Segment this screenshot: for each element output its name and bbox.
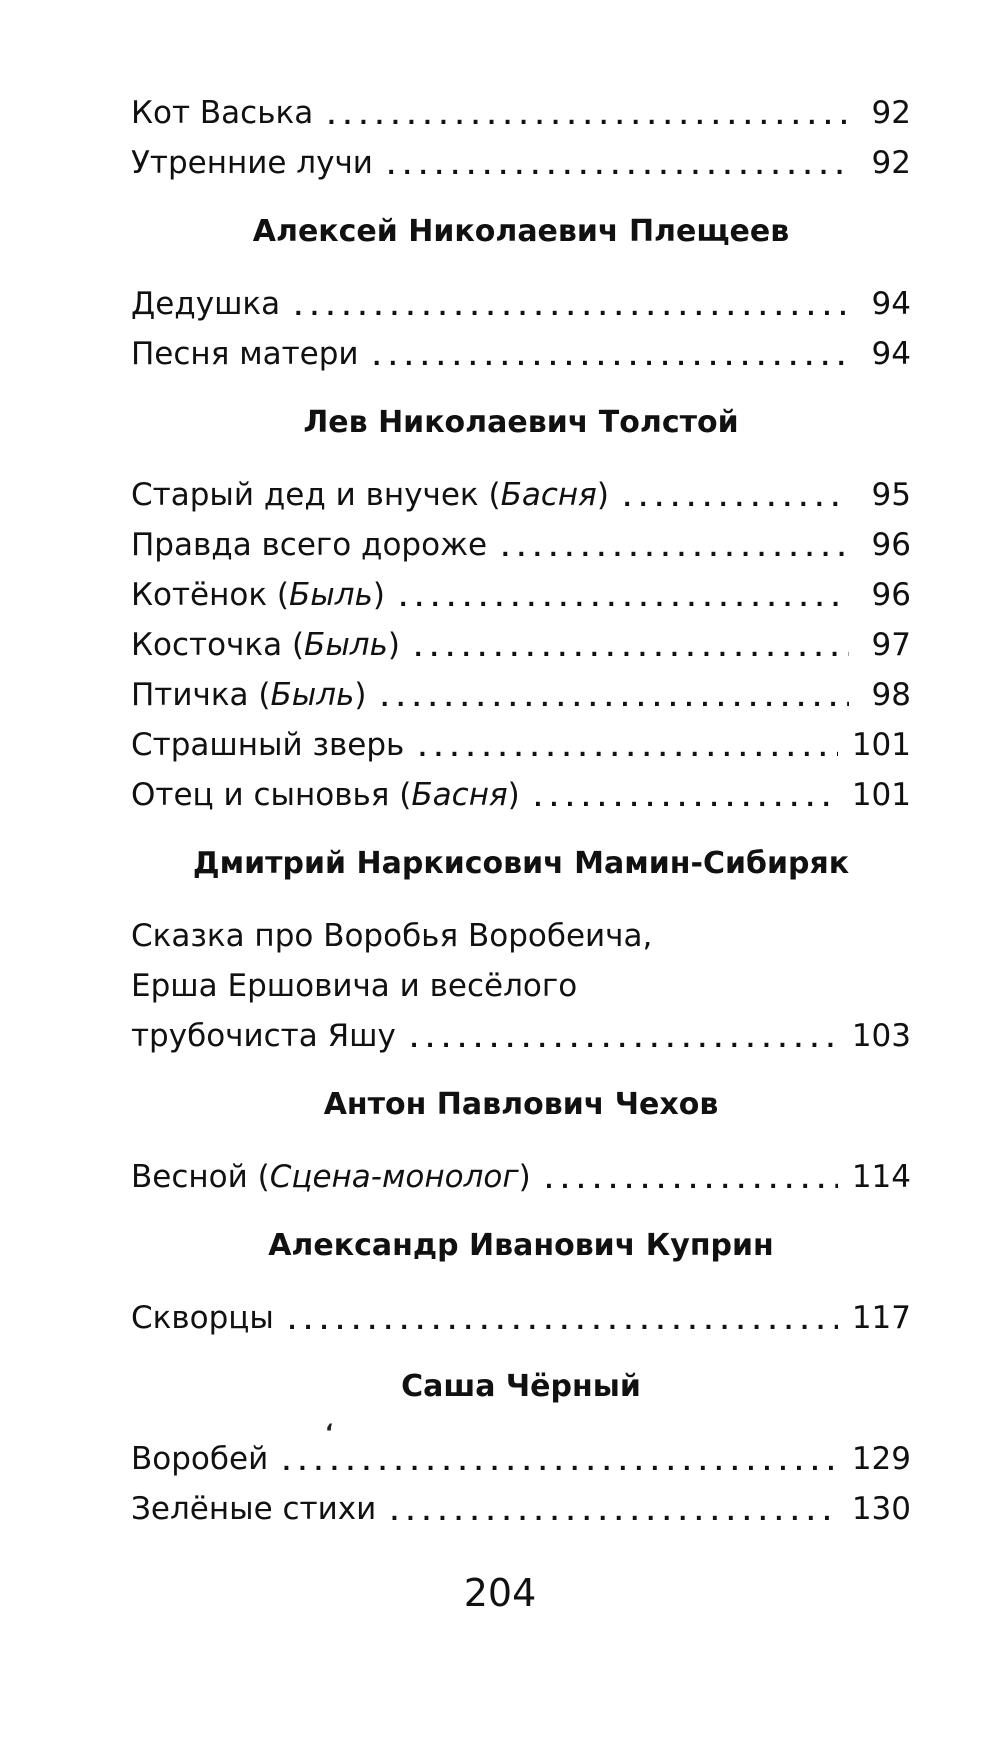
entry-page: 94 <box>871 286 911 322</box>
entry-page: 117 <box>851 1300 911 1336</box>
entry-page: 130 <box>851 1491 911 1527</box>
leader-dots <box>288 1303 838 1343</box>
author-heading: Александр Иванович Куприн <box>268 1228 774 1263</box>
author-heading: Дмитрий Наркисович Мамин-Сибиряк <box>192 846 850 881</box>
entry-page: 97 <box>871 627 911 663</box>
toc-entry <box>131 470 911 520</box>
leader-dots <box>294 289 849 329</box>
toc-entry <box>131 1152 911 1202</box>
leader-dots <box>545 1162 838 1202</box>
entry-title: Котёнок (Быль) <box>131 577 385 613</box>
leader-dots <box>534 780 838 820</box>
leader-dots <box>327 98 849 138</box>
leader-dots <box>410 1021 838 1061</box>
entry-genre: Басня <box>411 777 508 813</box>
entry-page: 94 <box>871 336 911 372</box>
leader-dots <box>623 480 849 520</box>
toc-entry <box>131 670 911 720</box>
entry-genre: Быль <box>289 577 373 613</box>
leader-dots <box>414 630 849 670</box>
entry-title: трубочиста Яшу <box>131 1018 396 1054</box>
entry-title: Отец и сыновья (Басня) <box>131 777 520 813</box>
leader-dots <box>501 530 849 570</box>
leader-dots <box>390 1494 838 1534</box>
entry-title: Старый дед и внучек (Басня) <box>131 477 609 513</box>
entry-title: Дедушка <box>131 286 281 322</box>
entry-genre: Сцена-монолог <box>269 1159 519 1195</box>
entry-page: 92 <box>871 95 911 131</box>
toc-entry <box>131 1484 911 1534</box>
entry-genre: Басня <box>500 477 597 513</box>
leader-dots <box>399 580 849 620</box>
entry-title: Птичка (Быль) <box>131 677 367 713</box>
entry-title: Воробей <box>131 1441 269 1477</box>
print-mark: ʻ <box>325 1421 334 1446</box>
toc-entry <box>131 1293 911 1343</box>
leader-dots <box>387 148 849 188</box>
entry-page: 92 <box>871 145 911 181</box>
entry-title: Страшный зверь <box>131 727 405 763</box>
author-heading: Саша Чёрный <box>401 1369 641 1404</box>
entry-genre: Быль <box>304 627 388 663</box>
toc-entry <box>131 138 911 188</box>
entry-page: 95 <box>871 477 911 513</box>
leader-dots <box>418 730 838 770</box>
entry-title: Зелёные стихи <box>131 1491 377 1527</box>
page-number: 204 <box>463 1571 537 1615</box>
toc-entry <box>131 770 911 820</box>
leader-dots <box>373 339 849 379</box>
entry-page: 114 <box>851 1159 911 1195</box>
toc-entry <box>131 520 911 570</box>
entry-page: 101 <box>851 727 911 763</box>
entry-page: 103 <box>851 1018 911 1054</box>
toc-entry <box>131 570 911 620</box>
entry-page: 96 <box>871 527 911 563</box>
entry-page: 101 <box>851 777 911 813</box>
author-heading: Лев Николаевич Толстой <box>303 405 739 440</box>
entry-title-line: Сказка про Воробья Воробеича, <box>131 918 653 954</box>
table-of-contents <box>131 88 911 1534</box>
toc-entry <box>131 1434 911 1484</box>
entry-title: Кот Васька <box>131 95 314 131</box>
entry-page: 98 <box>871 677 911 713</box>
entry-title: Правда всего дороже <box>131 527 488 563</box>
entry-title: Весной (Сцена-монолог) <box>131 1159 531 1195</box>
entry-genre: Быль <box>270 677 355 713</box>
toc-entry <box>131 88 911 138</box>
author-heading: Антон Павлович Чехов <box>323 1087 719 1122</box>
entry-title: Скворцы <box>131 1300 274 1336</box>
entry-title: Утренние лучи <box>131 145 373 181</box>
author-heading: Алексей Николаевич Плещеев <box>252 214 790 249</box>
entry-title: Косточка (Быль) <box>131 627 400 663</box>
toc-entry <box>131 329 911 379</box>
leader-dots <box>282 1444 838 1484</box>
entry-title: Песня матери <box>131 336 359 372</box>
entry-page: 129 <box>851 1441 911 1477</box>
toc-entry <box>131 279 911 329</box>
entry-title-line: Ерша Ершовича и весёлого <box>131 968 578 1004</box>
leader-dots <box>380 680 849 720</box>
toc-entry <box>131 720 911 770</box>
entry-page: 96 <box>871 577 911 613</box>
toc-entry <box>131 1011 911 1061</box>
toc-entry <box>131 620 911 670</box>
